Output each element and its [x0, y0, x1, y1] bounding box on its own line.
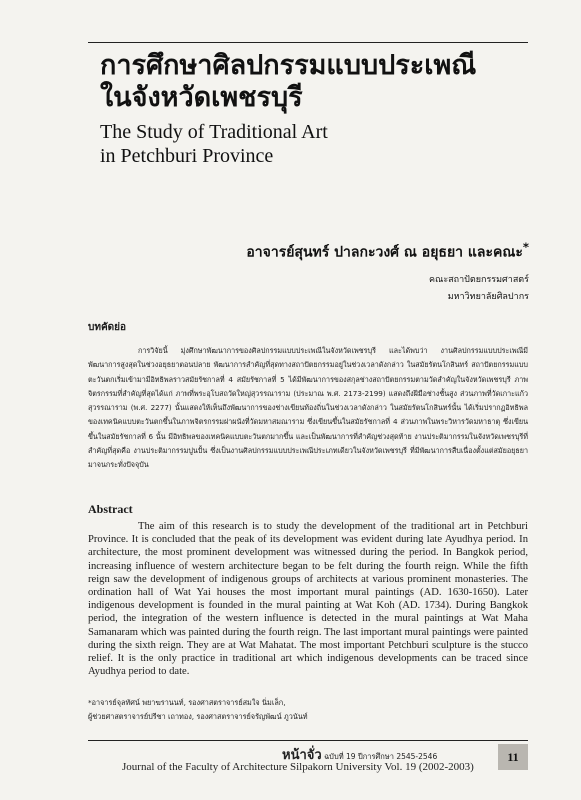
thai-abstract-body: [88, 344, 528, 473]
abstract-body: [88, 520, 528, 678]
top-rule: [88, 42, 528, 43]
author-footnote-mark: *: [522, 240, 529, 254]
affiliation-university: มหาวิทยาลัยศิลปากร: [447, 291, 529, 302]
affiliation-faculty: คณะสถาปัตยกรรมศาสตร์: [428, 274, 529, 285]
author-footnote: [88, 696, 528, 724]
thai-title: [100, 50, 540, 114]
thai-title-line-1: การศึกษาศิลปกรรมแบบประเพณี: [100, 50, 477, 81]
journal-brand: หน้าจั่ว: [282, 748, 322, 763]
author-names-text: อาจารย์สุนทร์ ปาลกะวงศ์ ณ อยุธยา และคณะ: [246, 244, 523, 261]
footer-rule: [88, 740, 528, 741]
english-title-line-2: in Petchburi Province: [100, 145, 274, 167]
footnote-line-2: ผู้ช่วยศาสตราจารย์ปรีชา เถาทอง, รองศาสตราจารย์จรัญพัฒน์ ภูวนันท์: [88, 712, 308, 721]
journal-issue: ฉบับที่ 19 ปีการศึกษา 2545-2546: [324, 752, 438, 761]
abstract-heading: Abstract: [88, 502, 133, 516]
abstract-paragraph: The aim of this research is to study the development of the traditional art in Petchburi Province. It is concluded that the peak of its development was evident during late Ayudhya period. In architecture, the most prominent development was witnessed during the period. In Bangkok period, increasing influence of western architecture began to be felt during the fourth reign. While the fifth reign saw the development of indigenous groups of architects at various prominent monasteries. The ordination hall of Wat Yai houses the most important mural paintings (AD. 1630-1650). Later indigenous development is founded in the mural painting at Wat Koh (AD. 1734). During Bangkok period, the integration of the western influence is detected in the mural paintings at Wat Maha Samanaram which was painted during the fourth reign. The last important mural paintings were painted during the sixth reign. They are at Wat Mahatat. The most important Petchburi sculpture is the stucco relief. It is the only practice in traditional art which indigenous developments can be traced since Ayudhya period to date.: [88, 521, 528, 678]
page-number-box: [498, 744, 528, 770]
author-names: [246, 240, 529, 264]
english-title-line-1: The Study of Traditional Art: [100, 121, 328, 143]
thai-title-line-2: ในจังหวัดเพชรบุรี: [100, 82, 303, 113]
page-number: 11: [507, 749, 519, 764]
thai-abstract-heading: บทคัดย่อ: [88, 322, 126, 333]
thai-abstract-paragraph: การวิจัยนี้ มุ่งศึกษาพัฒนาการของศิลปกรรมแบบประเพณีในจังหวัดเพชรบุรี และได้พบว่า งานศิลปกรรมแบบประเพณีมีพัฒนาการสูงสุดในช่วงอยุธยาตอนปลาย พัฒนาการสำคัญที่สุดทางสถาปัตยกรรมอยู่ในช่วงเวลาดังกล่าว ในสมัยรัตนโกสินทร์ สถาปัตยกรรมแบบตะวันตกเริ่มเข้ามามีอิทธิพลราวสมัยรัชกาลที่ 4 สมัยรัชกาลที่ 5 ได้มีพัฒนาการของสกุลช่างสถาปัตยกรรมตามวัดสำคัญในจังหวัดเพชรบุรี ภาพจิตรกรรมที่สำคัญที่สุดได้แก่ ภาพที่พระอุโบสถวัดใหญ่สุวรรณาราม (ประมาณ พ.ศ. 2173-2199) แสดงถึงฝีมือช่างชั้นสูง ส่วนภาพที่วัดเกาะแก้วสุวรรณาราม (พ.ศ. 2277) นั้นแสดงให้เห็นถึงพัฒนาการของช่างเขียนท้องถิ่นในช่วงเวลาดังกล่าว ในสมัยรัตนโกสินทร์นั้น ได้เริ่มปรากฏอิทธิพลของเทคนิคแบบตะวันตกขึ้นในภาพจิตรกรรมฝาผนังที่วัดมหาสมณาราม ซึ่งเขียนขึ้นในสมัยรัชกาลที่ 4 ส่วนภาพในพระวิหารวัดมหาธาตุ ซึ่งเขียนขึ้นในสมัยรัชกาลที่ 6 นั้น มีอิทธิพลของเทคนิคแบบตะวันตกมากขึ้น และเป็นพัฒนาการที่สำคัญช่วงสุดท้าย งานประติมากรรมในจังหวัดเพชรบุรีที่สำคัญที่สุดคือ งานประติมากรรมปูนปั้น ซึ่งเป็นงานศิลปกรรมแบบประเพณีประเภทเดียวในจังหวัดเพชรบุรี ที่มีพัฒนาการสืบเนื่องตั้งแต่สมัยอยุธยามาจนกระทั่งปัจจุบัน: [88, 346, 528, 470]
footnote-line-1: *อาจารย์จุลทัศน์ พยาฆรานนท์, รองศาสตราจารย์สมใจ นิ่มเล็ก,: [88, 698, 286, 707]
journal-english-line: Journal of the Faculty of Architecture Silpakorn University Vol. 19 (2002-2003): [122, 761, 474, 773]
author-block: [246, 240, 529, 306]
english-title: [100, 120, 520, 168]
author-affiliation: [246, 272, 529, 306]
